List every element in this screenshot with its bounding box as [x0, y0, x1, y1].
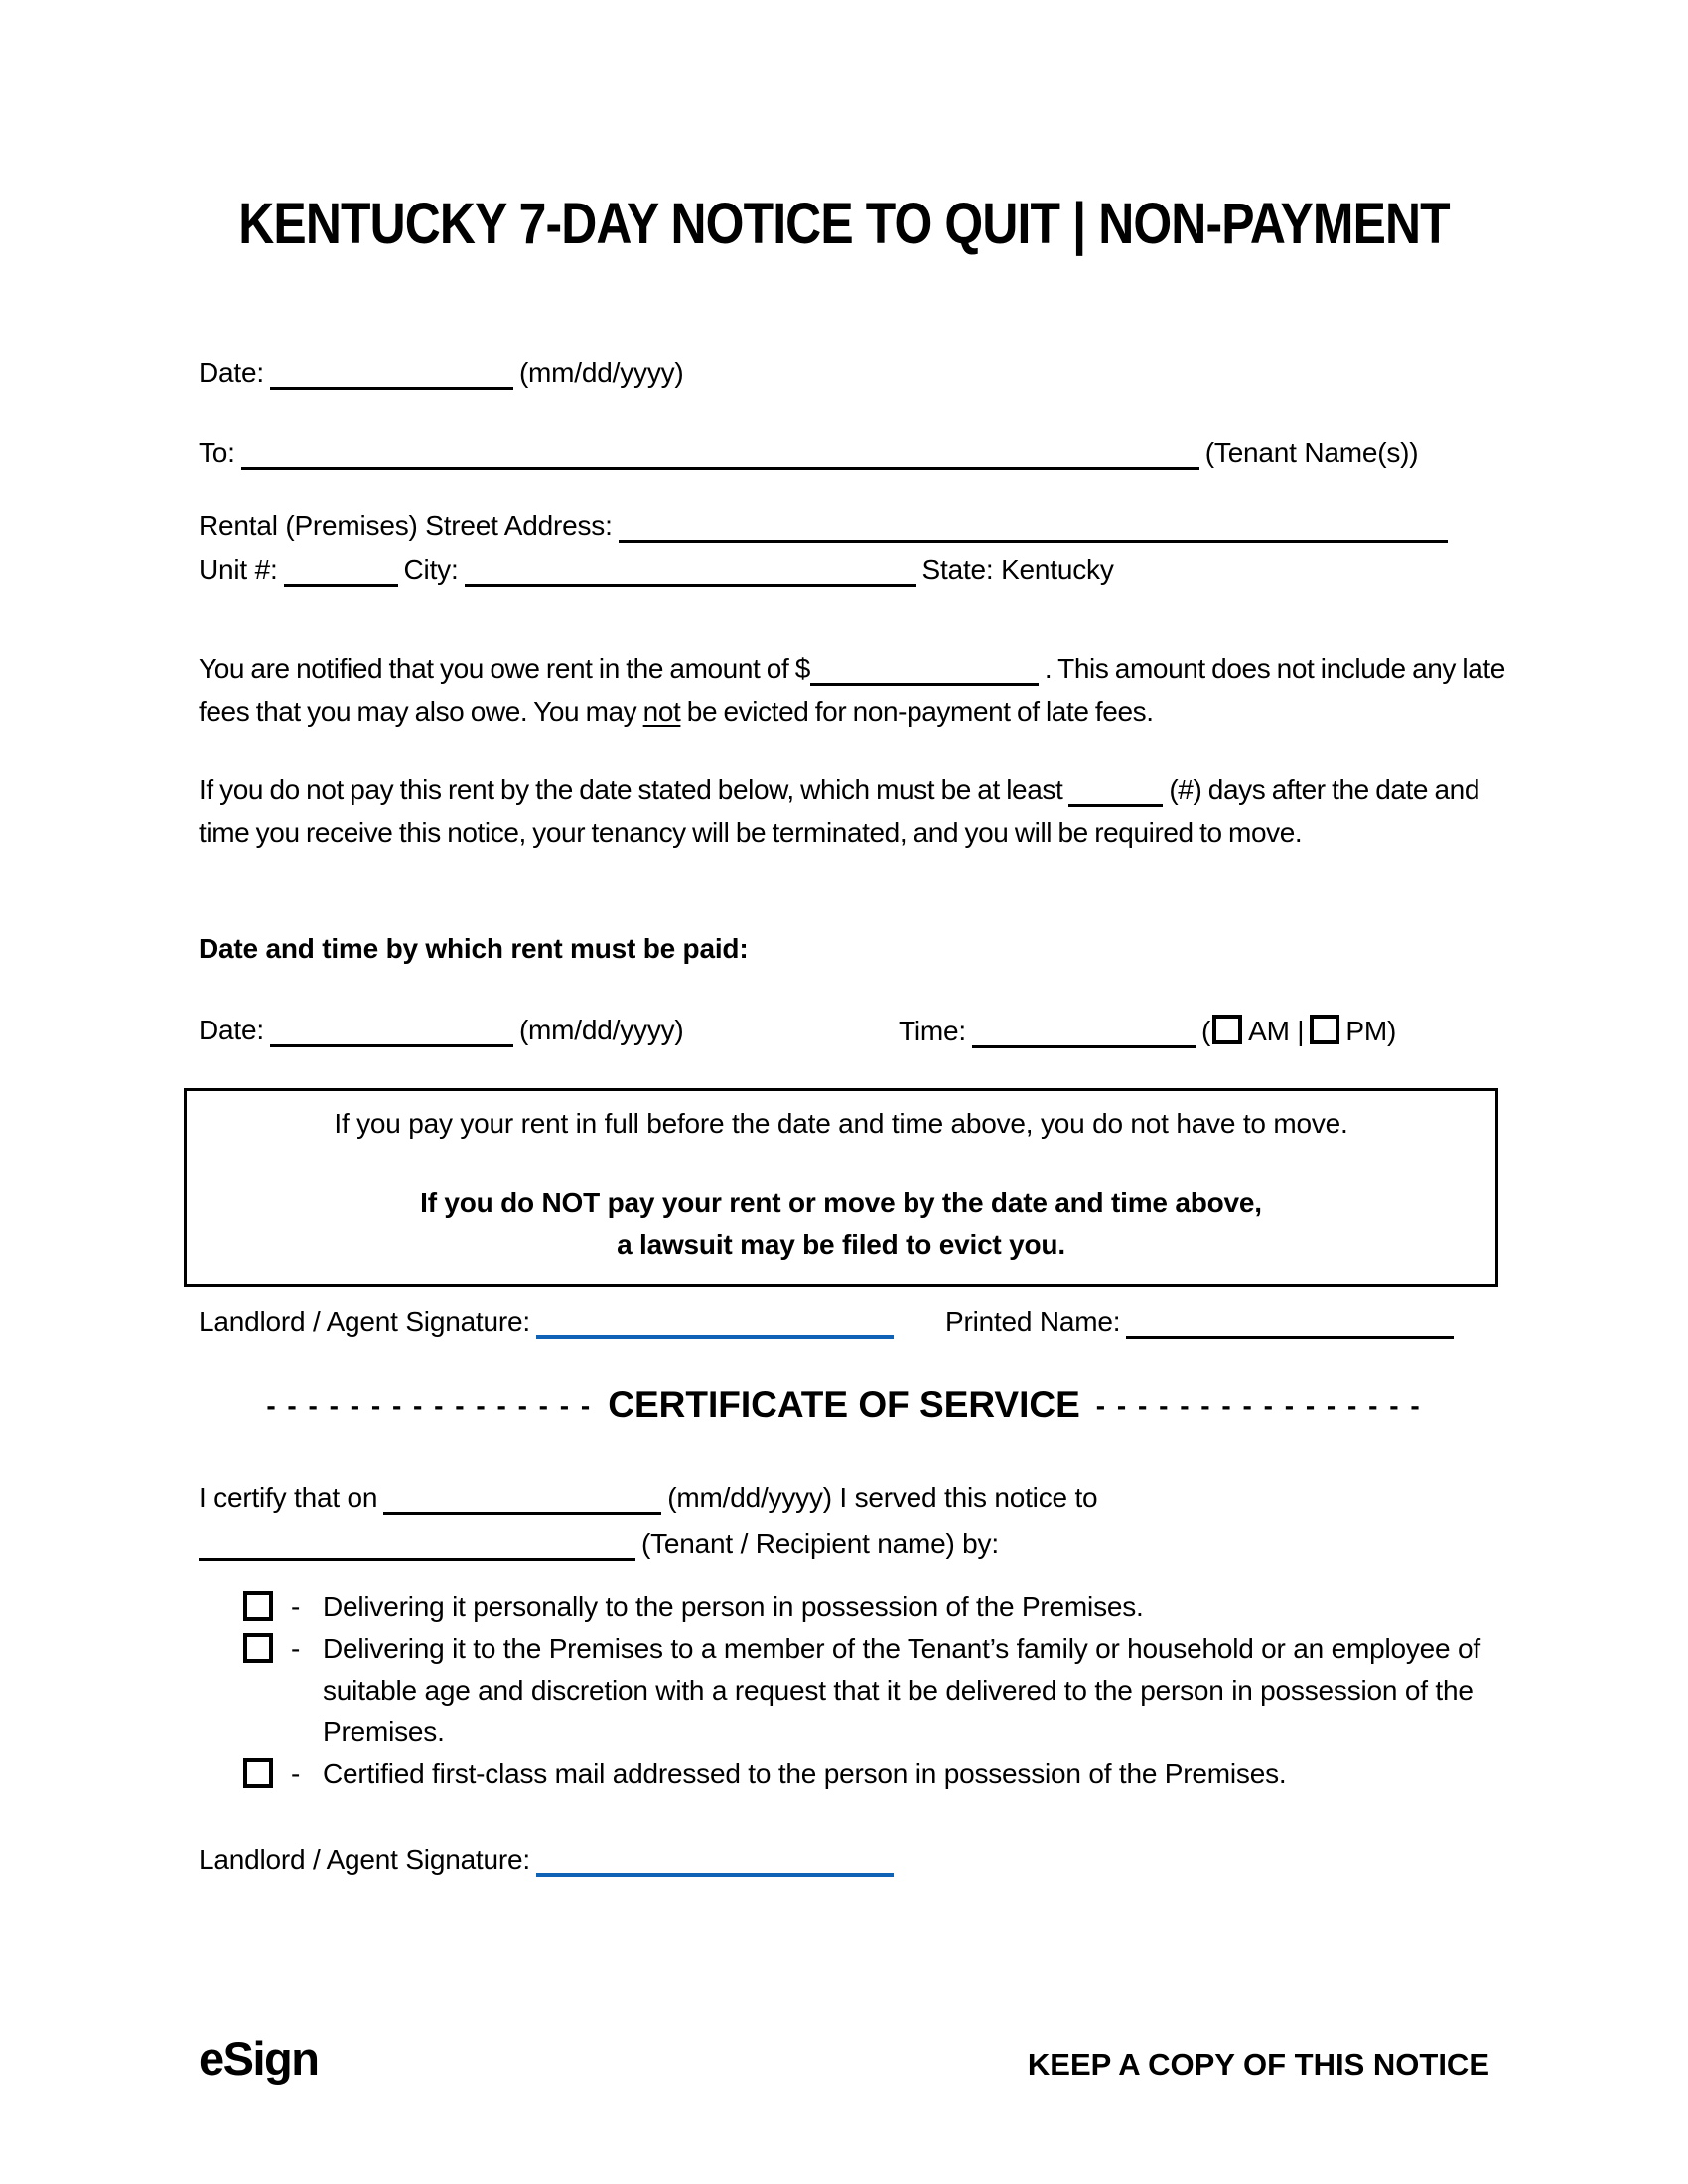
dash-separator-left: - - - - - - - - - - - - - - - - — [266, 1390, 593, 1421]
certify-paragraph — [199, 1475, 1509, 1567]
service-method-item-2 — [243, 1628, 1489, 1753]
unit-label: Unit #: — [199, 554, 278, 585]
service-method-text-3: Certified first-class mail addressed to the person in possession of the Premises. — [323, 1758, 1287, 1789]
am-checkbox[interactable] — [1212, 1015, 1242, 1044]
document-title: KENTUCKY 7-DAY NOTICE TO QUIT | NON-PAYMENT — [238, 192, 1450, 256]
pay-deadline-text-1: If you do not pay this rent by the date stated below, which must be at least — [199, 774, 1063, 805]
certify-text-3: (Tenant / Recipient name) by: — [641, 1528, 999, 1559]
warning-line-2: If you do NOT pay your rent or move by the date and time above, — [420, 1187, 1262, 1218]
certify-line-2 — [199, 1521, 1509, 1567]
certificate-signature-row — [199, 1844, 900, 1877]
method-dash-2: - — [291, 1633, 301, 1664]
service-method-checkbox-1[interactable] — [243, 1591, 273, 1621]
rent-owed-text-2: . This amount does not include any late fees that you may also owe. You may — [199, 653, 1505, 727]
rental-address-row — [199, 510, 1454, 543]
certify-text-1: I certify that on — [199, 1482, 378, 1513]
method-dash-3: - — [291, 1758, 301, 1789]
dash-separator-right: - - - - - - - - - - - - - - - - — [1095, 1390, 1422, 1421]
rent-amount-input-line[interactable] — [810, 655, 1039, 686]
tenant-names-hint: (Tenant Name(s)) — [1204, 437, 1419, 468]
service-method-item-1 — [243, 1586, 1489, 1628]
pay-deadline-text-2: (#) days after the date and time you receive this notice, your tenancy will be terminated, and you will be required to move. — [199, 774, 1480, 848]
landlord-signature-row — [199, 1306, 1460, 1339]
to-row — [199, 437, 1418, 470]
certificate-of-service-heading: CERTIFICATE OF SERVICE — [608, 1384, 1080, 1425]
rent-owed-text-3: be evicted for non-payment of late fees. — [680, 696, 1154, 727]
keep-copy-note: KEEP A COPY OF THIS NOTICE — [1027, 2047, 1489, 2082]
days-input-line[interactable] — [1068, 776, 1163, 807]
due-date-group — [199, 1015, 684, 1047]
due-time-group — [899, 1015, 1396, 1048]
state-label: State: Kentucky — [921, 554, 1114, 585]
date-label: Date: — [199, 357, 264, 388]
ampm-open-paren: ( — [1200, 1016, 1211, 1046]
esign-logo: eSign — [199, 2032, 319, 2085]
service-date-input-line[interactable] — [383, 1484, 661, 1515]
service-method-item-3 — [243, 1753, 1489, 1795]
due-time-input-line[interactable] — [972, 1018, 1196, 1048]
warning-box — [184, 1088, 1498, 1287]
title-row — [0, 191, 1688, 257]
pm-checkbox[interactable] — [1310, 1015, 1339, 1044]
due-date-format-hint: (mm/dd/yyyy) — [518, 1015, 684, 1045]
unit-input-line[interactable] — [284, 556, 398, 587]
am-label: AM — [1248, 1016, 1290, 1046]
ampm-close-paren: ) — [1386, 1016, 1397, 1046]
city-input-line[interactable] — [465, 556, 916, 587]
warning-line-3: a lawsuit may be filed to evict you. — [617, 1229, 1065, 1260]
to-label: To: — [199, 437, 235, 468]
service-method-list — [243, 1586, 1489, 1795]
certificate-signature-line[interactable] — [536, 1845, 894, 1877]
date-input-line[interactable] — [270, 359, 513, 390]
printed-name-label: Printed Name: — [944, 1306, 1121, 1337]
tenant-name-input-line[interactable] — [241, 439, 1199, 470]
service-method-checkbox-2[interactable] — [243, 1633, 273, 1663]
rent-due-heading: Date and time by which rent must be paid: — [199, 933, 749, 964]
landlord-signature-label: Landlord / Agent Signature: — [199, 1306, 530, 1337]
rental-address-input-line[interactable] — [619, 512, 1448, 543]
service-method-text-2: Delivering it to the Premises to a member of the Tenant’s family or household or an employee of suitable age and discretion with a request that it be delivered to the person in possession of the Premises. — [323, 1633, 1480, 1747]
recipient-name-input-line[interactable] — [199, 1530, 635, 1561]
certify-line-1 — [199, 1475, 1509, 1521]
certificate-heading-row — [199, 1384, 1489, 1426]
pm-label: PM — [1345, 1016, 1387, 1046]
rent-owed-paragraph — [199, 647, 1509, 733]
city-label: City: — [403, 554, 459, 585]
warning-line-1: If you pay your rent in full before the date and time above, you do not have to move. — [334, 1108, 1348, 1139]
service-method-checkbox-3[interactable] — [243, 1758, 273, 1788]
date-row — [199, 357, 684, 390]
service-method-text-1: Delivering it personally to the person in possession of the Premises. — [323, 1591, 1144, 1622]
rent-owed-text-1: You are notified that you owe rent in the amount of $ — [199, 653, 810, 684]
printed-name-input-line[interactable] — [1126, 1308, 1454, 1339]
certify-text-2: (mm/dd/yyyy) I served this notice to — [667, 1482, 1098, 1513]
certificate-signature-label: Landlord / Agent Signature: — [199, 1844, 530, 1875]
pay-deadline-paragraph — [199, 768, 1509, 854]
landlord-signature-line[interactable] — [536, 1307, 894, 1339]
due-time-label: Time: — [899, 1016, 966, 1046]
due-date-input-line[interactable] — [270, 1017, 513, 1047]
rent-owed-not-underlined: not — [642, 696, 681, 727]
due-date-label: Date: — [199, 1015, 264, 1045]
date-format-hint: (mm/dd/yyyy) — [518, 357, 684, 388]
unit-city-state-row — [199, 554, 1114, 587]
ampm-pipe: | — [1297, 1016, 1305, 1046]
rental-address-label: Rental (Premises) Street Address: — [199, 510, 613, 541]
method-dash-1: - — [291, 1591, 301, 1622]
